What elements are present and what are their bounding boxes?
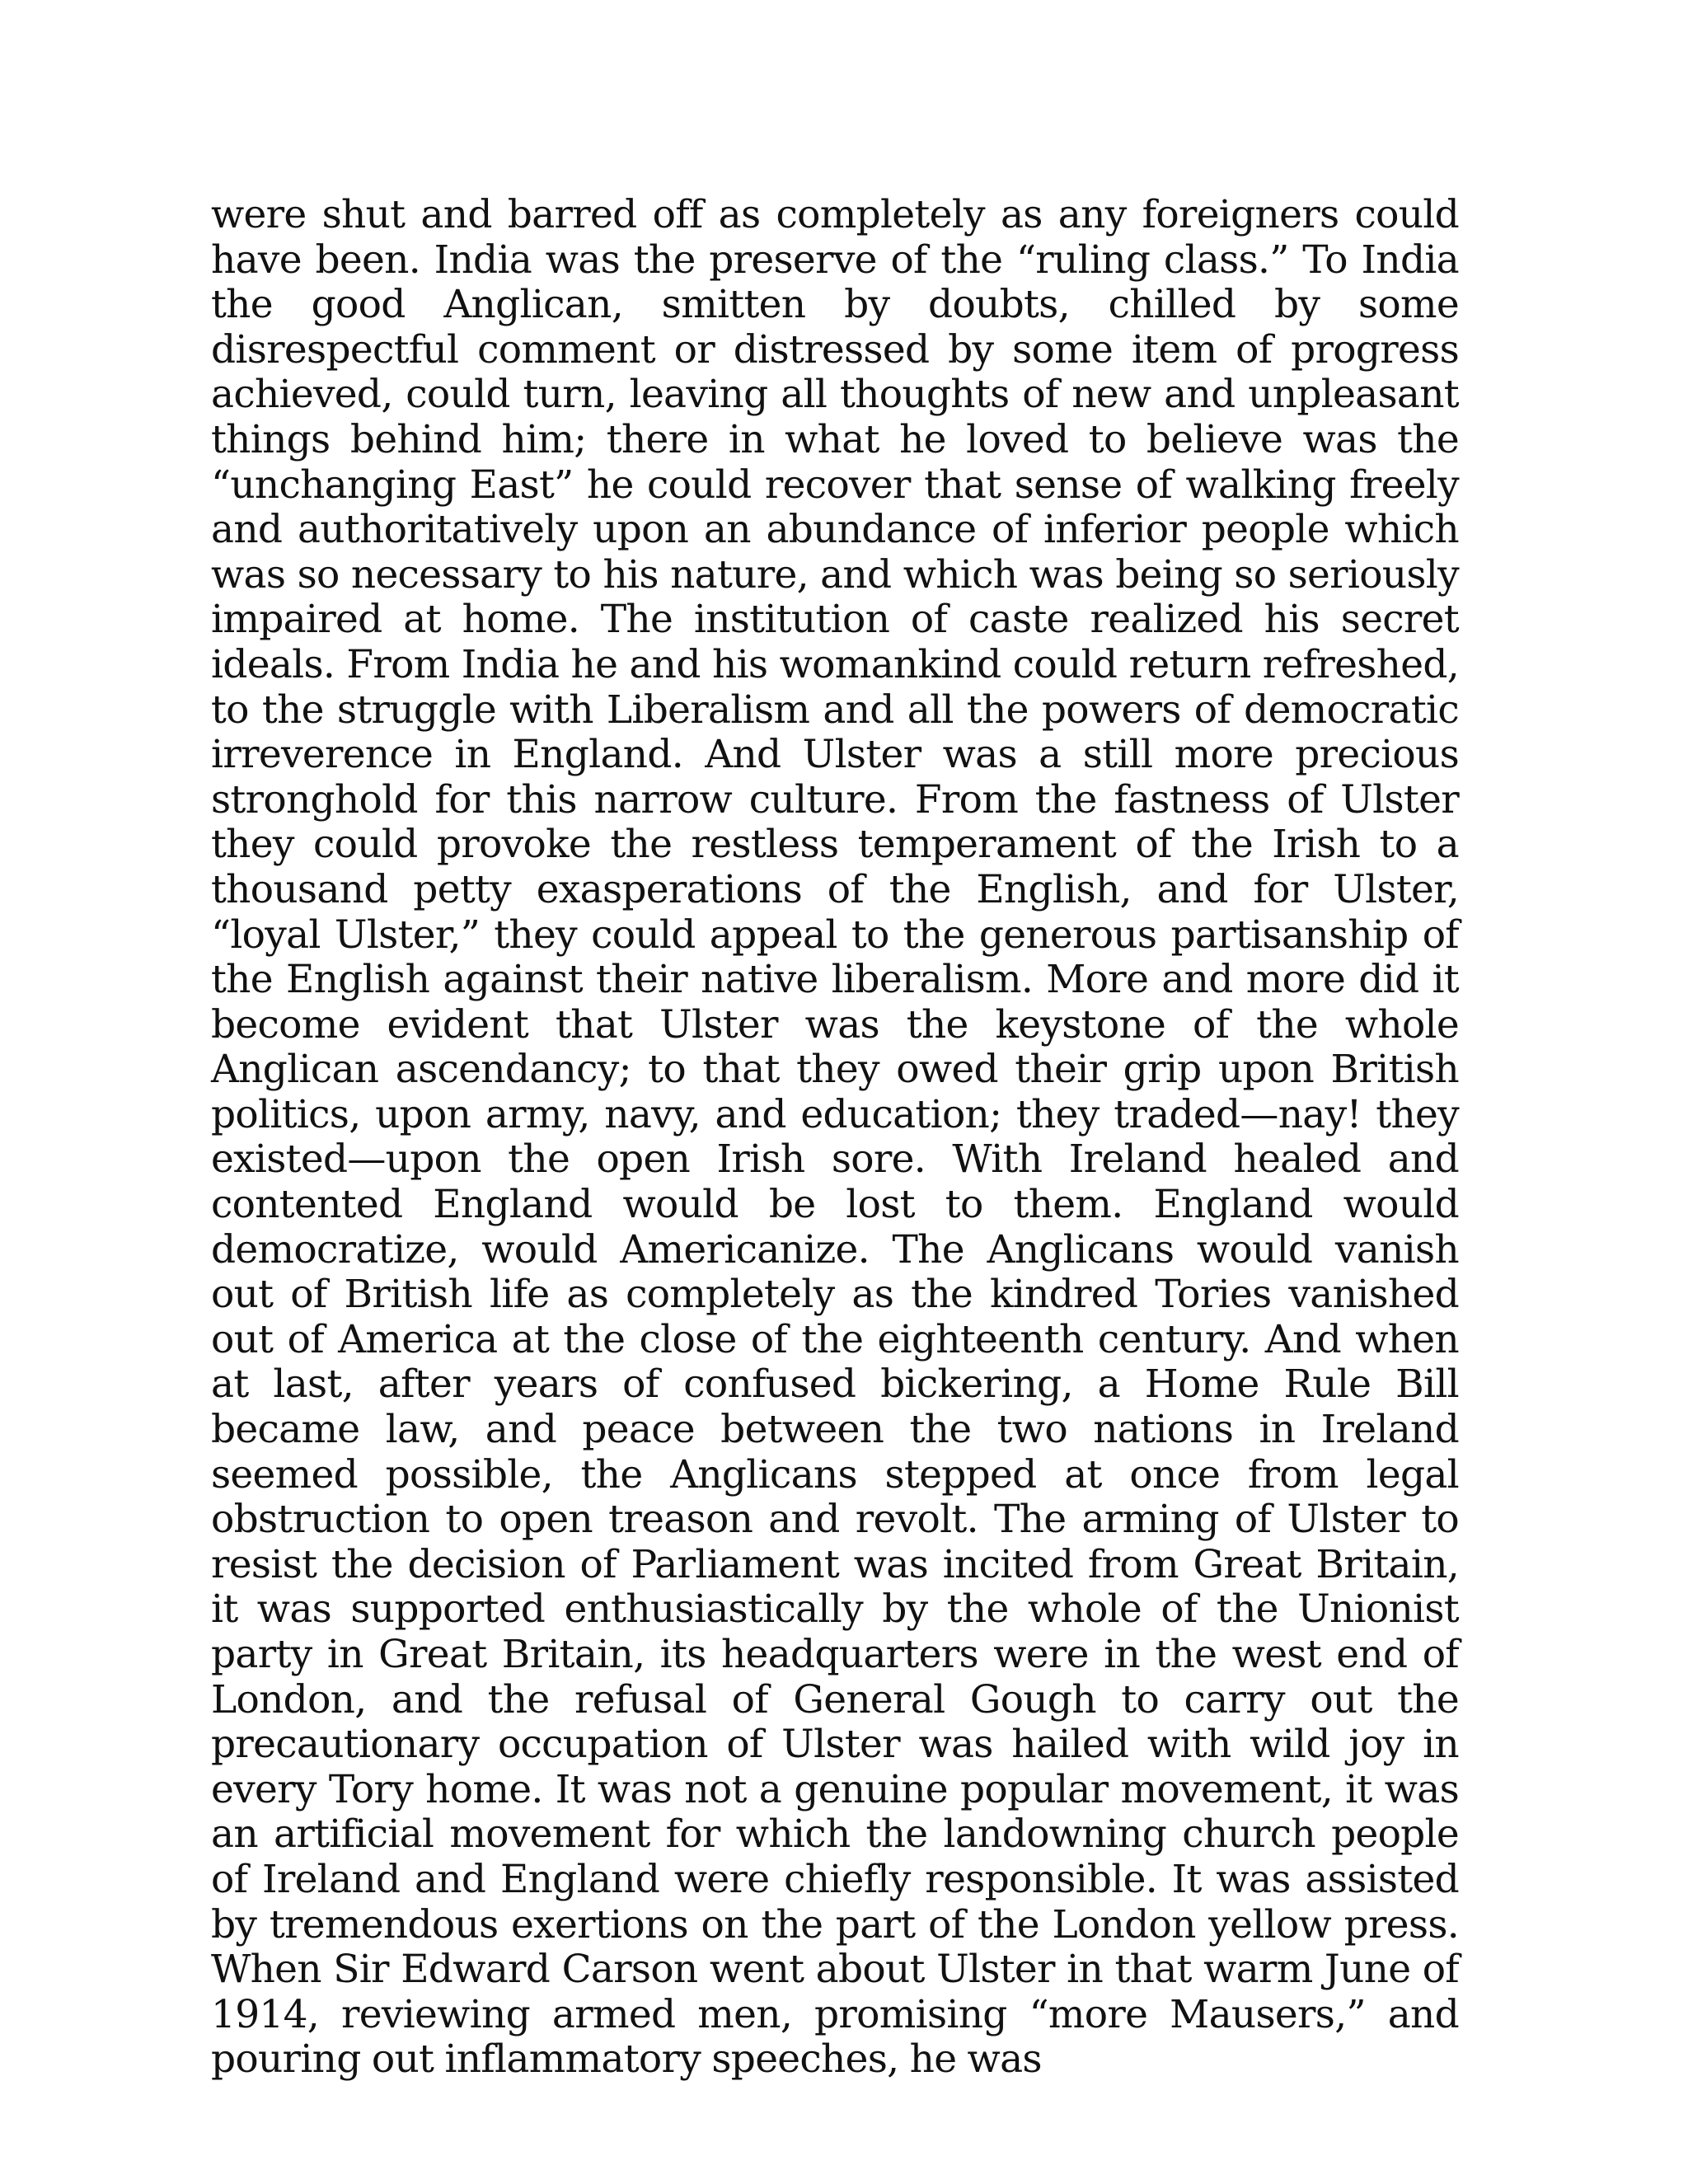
- body-paragraph: were shut and barred off as completely as any foreigners could have been. India was the preserve of the “ruling class.” To India the good Anglican, smitten by doubts, chilled by some disrespectful comment or distressed by some item of progress achieved, could turn, leaving all thoughts of new and unpleasant things behind him; there in what he loved to believe was the “unchanging East” he could recover that sense of walking freely and authoritatively upon an abundance of inferior people which was so necessary to his nature, and which was being so seriously impaired at home. The institution of caste realized his secret ideals. From India he and his womankind could return refreshed, to the struggle with Liberalism and all the powers of democratic irreverence in England. And Ulster was a still more precious stronghold for this narrow culture. From the fastness of Ulster they could provoke the restless temperament of the Irish to a thousand petty exasperations of the English, and for Ulster, “loyal Ulster,” they could appeal to the generous partisanship of the English against their native liberalism. More and more did it become evident that Ulster was the keystone of the whole Anglican ascendancy; to that they owed their grip upon British politics, upon army, navy, and education; they traded—nay! they existed—upon the open Irish sore. With Ireland healed and contented England would be lost to them. England would democratize, would Americanize. The Anglicans would vanish out of British life as completely as the kindred Tories vanished out of America at the close of the eighteenth century. And when at last, after years of confused bickering, a Home Rule Bill became law, and peace between the two nations in Ireland seemed possible, the Anglicans stepped at once from legal obstruction to open treason and revolt. The arming of Ulster to resist the decision of Parliament was incited from Great Britain, it was supported enthusiastically by the whole of the Unionist party in Great Britain, its headquarters were in the west end of London, and the refusal of General Gough to carry out the precautionary occupation of Ulster was hailed with wild joy in every Tory home. It was not a genuine popular movement, it was an artificial movement for which the landowning church people of Ireland and England were chiefly responsible. It was assisted by tremendous exertions on the part of the London yellow press. When Sir Edward Carson went about Ulster in that warm June of 1914, reviewing armed men, promising “more Mausers,” and pouring out inflammatory speeches, he was: [211, 192, 1459, 2083]
- document-page: [211, 193, 1459, 2083]
